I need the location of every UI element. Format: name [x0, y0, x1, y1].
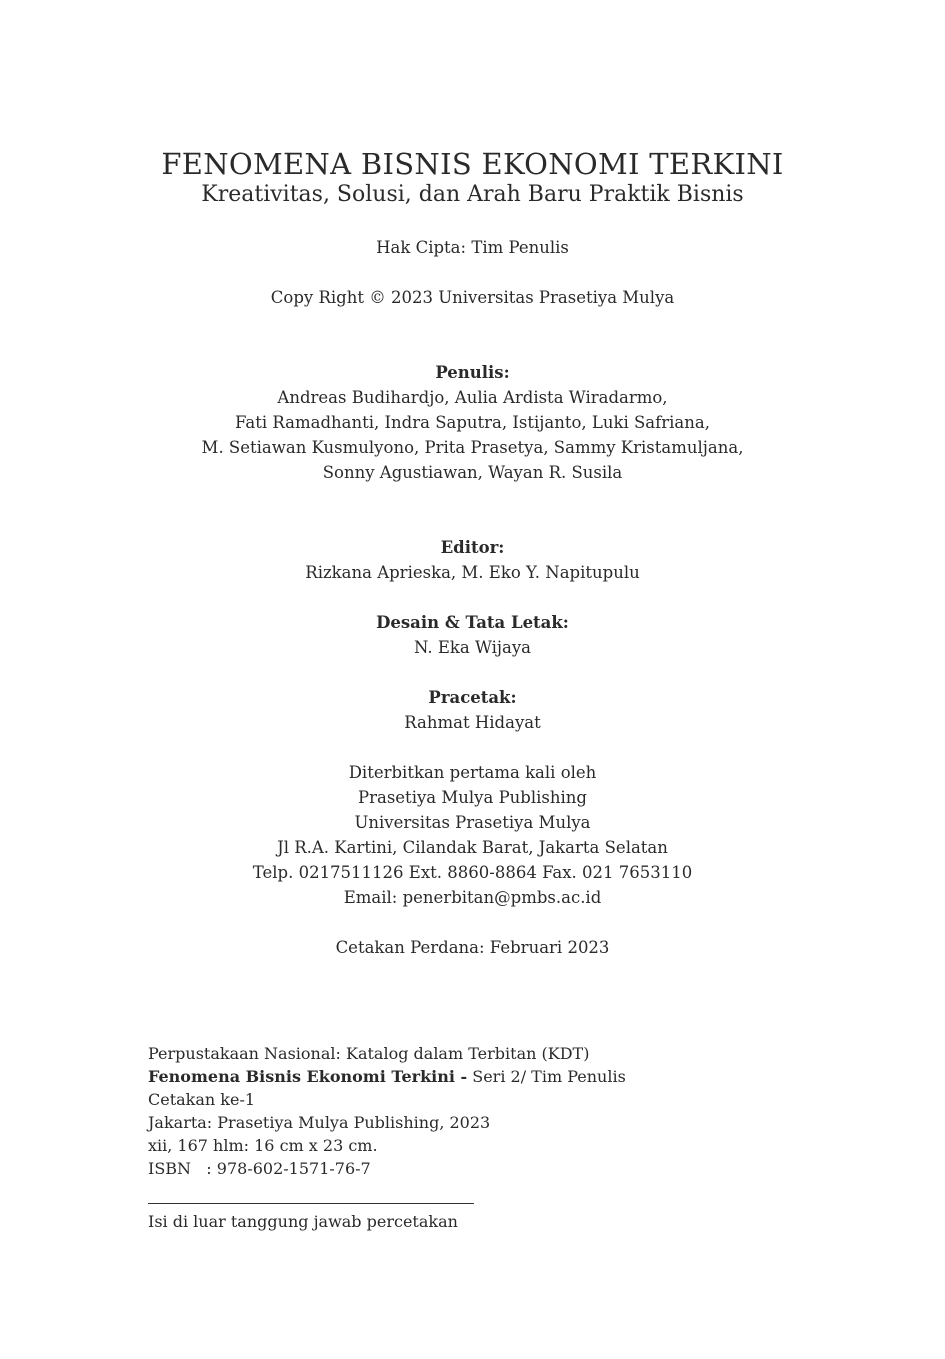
penulis-heading: Penulis:	[435, 363, 510, 382]
penulis-line: Fati Ramadhanti, Indra Saputra, Istijanto, Luki Safriana,	[235, 413, 710, 432]
editor-value: Rizkana Aprieska, M. Eko Y. Napitupulu	[305, 563, 640, 582]
divider-line	[148, 1203, 474, 1204]
publisher-line: Telp. 0217511126 Ext. 8860-8864 Fax. 021 7653110	[252, 863, 693, 882]
kdt-book-title: Fenomena Bisnis Ekonomi Terkini -	[148, 1067, 468, 1086]
penulis-line: Sonny Agustiawan, Wayan R. Susila	[322, 463, 623, 482]
book-title: FENOMENA BISNIS EKONOMI TERKINI	[161, 147, 784, 181]
editor-heading: Editor:	[440, 538, 505, 557]
kdt-line: Cetakan ke-1	[148, 1090, 256, 1109]
kdt-line: Jakarta: Prasetiya Mulya Publishing, 2023	[148, 1113, 491, 1132]
copyright-line: Copy Right © 2023 Universitas Prasetiya Mulya	[270, 288, 675, 307]
penulis-section	[0, 360, 945, 485]
publisher-line: Prasetiya Mulya Publishing	[358, 788, 587, 807]
book-subtitle: Kreativitas, Solusi, dan Arah Baru Praktik Bisnis	[201, 182, 744, 207]
pracetak-value: Rahmat Hidayat	[404, 713, 541, 732]
hak-cipta: Hak Cipta: Tim Penulis	[376, 238, 569, 257]
publisher-email: Email: penerbitan@pmbs.ac.id	[343, 888, 602, 907]
publisher-line: Universitas Prasetiya Mulya	[354, 813, 591, 832]
penulis-line: M. Setiawan Kusmulyono, Prita Prasetya, Sammy Kristamuljana,	[201, 438, 744, 457]
publisher-line: Jl R.A. Kartini, Cilandak Barat, Jakarta Selatan	[277, 838, 668, 857]
pracetak-heading: Pracetak:	[428, 688, 517, 707]
cetakan-perdana: Cetakan Perdana: Februari 2023	[335, 938, 610, 957]
kdt-series: Seri 2/ Tim Penulis	[467, 1067, 626, 1086]
kdt-block	[148, 1042, 626, 1180]
pracetak-section	[0, 685, 945, 735]
kdt-line: xii, 167 hlm: 16 cm x 23 cm.	[148, 1136, 378, 1155]
kdt-isbn: ISBN : 978-602-1571-76-7	[148, 1159, 371, 1178]
publisher-line: Diterbitkan pertama kali oleh	[348, 763, 597, 782]
penulis-line: Andreas Budihardjo, Aulia Ardista Wiradarmo,	[277, 388, 668, 407]
publisher-section	[0, 760, 945, 910]
disclaimer: Isi di luar tanggung jawab percetakan	[148, 1212, 458, 1231]
editor-section	[0, 535, 945, 585]
kdt-line: Perpustakaan Nasional: Katalog dalam Terbitan (KDT)	[148, 1044, 590, 1063]
desain-value: N. Eka Wijaya	[413, 638, 532, 657]
desain-section	[0, 610, 945, 660]
desain-heading: Desain & Tata Letak:	[376, 613, 569, 632]
kdt-title-line	[148, 1065, 626, 1088]
